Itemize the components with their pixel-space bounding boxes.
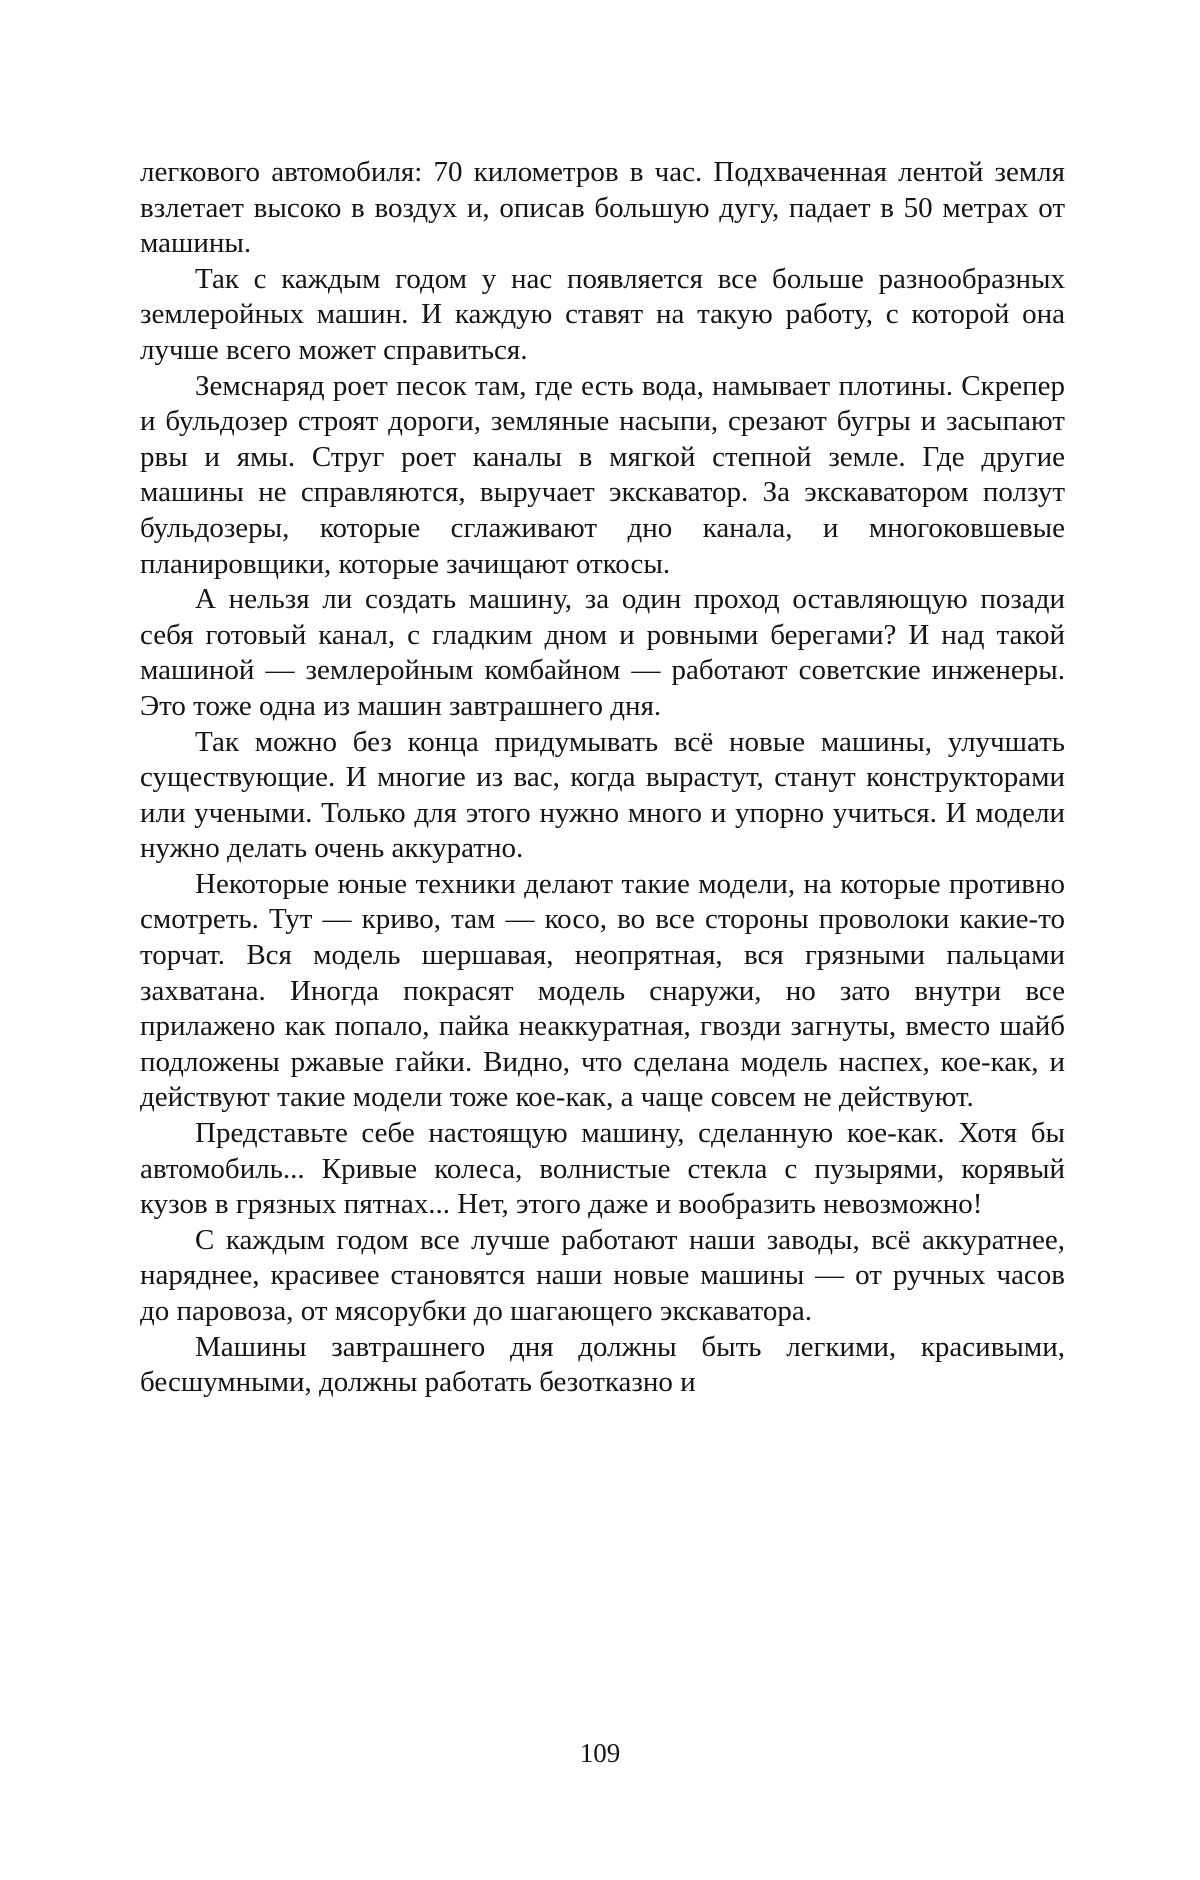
paragraph-8: С каждым годом все лучше работают наши заводы, всё аккуратнее, наряднее, красивее становятся наши новые машины — от ручных часов до паровоза, от мясорубки до шагающего экскаватора. [140, 1223, 1065, 1327]
paragraph-4: А нельзя ли создать машину, за один проход оставляющую позади себя готовый канал, с гладким дном и ровными берегами? И над такой машиной — землеройным комбайном — работают советские инженеры. Это тоже одна из машин завтрашнего дня. [140, 583, 1065, 722]
paragraph-5: Так можно без конца придумывать всё новые машины, улучшать существующие. И многие из вас, когда вырастут, станут конструкторами или учеными. Только для этого нужно много и упорно учиться. И модели нужно делать очень аккуратно. [140, 725, 1065, 865]
paragraph-3: Земснаряд роет песок там, где есть вода, намывает плотины. Скрепер и бульдозер строят дороги, земляные насыпи, срезают бугры и засыпают рвы и ямы. Струг роет каналы в мягкой степной земле. Где другие машины не справляются, выручает экскаватор. За экскаватором ползут бульдозеры, которые сглаживают дно канала, и многоковшевые планировщики, которые зачищают откосы. [140, 369, 1065, 580]
paragraph-7: Представьте себе настоящую машину, сделанную кое-как. Хотя бы автомобиль... Кривые колеса, волнистые стекла с пузырями, корявый кузов в грязных пятнах... Нет, этого даже и вообразить невозможно! [140, 1117, 1065, 1221]
paragraph-6: Некоторые юные техники делают такие модели, на которые противно смотреть. Тут — криво, там — косо, во все стороны проволоки какие-то торчат. Вся модель шершавая, неопрятная, вся грязными пальцами захватана. Иногда покрасят модель снаружи, но зато внутри все прилажено как попало, пайка неаккуратная, гвозди загнуты, вместо шайб подложены ржавые гайки. Видно, что сделана модель наспех, кое-как, и действуют такие модели тоже кое-как, а чаще совсем не действуют. [140, 867, 1065, 1114]
paragraph-9: Машины завтрашнего дня должны быть легкими, красивыми, бесшумными, должны работать безотказно и [140, 1330, 1065, 1399]
paragraph-1: легкового автомобиля: 70 километров в час. Подхваченная лентой земля взлетает высоко в воздух и, описав большую дугу, падает в 50 метрах от машины. [140, 156, 1065, 260]
page-body-text [140, 155, 1065, 1401]
paragraph-2: Так с каждым годом у нас появляется все больше разнообразных землеройных машин. И каждую ставят на такую работу, с которой она лучше всего может справиться. [140, 262, 1065, 366]
page-number: 109 [579, 1738, 621, 1768]
